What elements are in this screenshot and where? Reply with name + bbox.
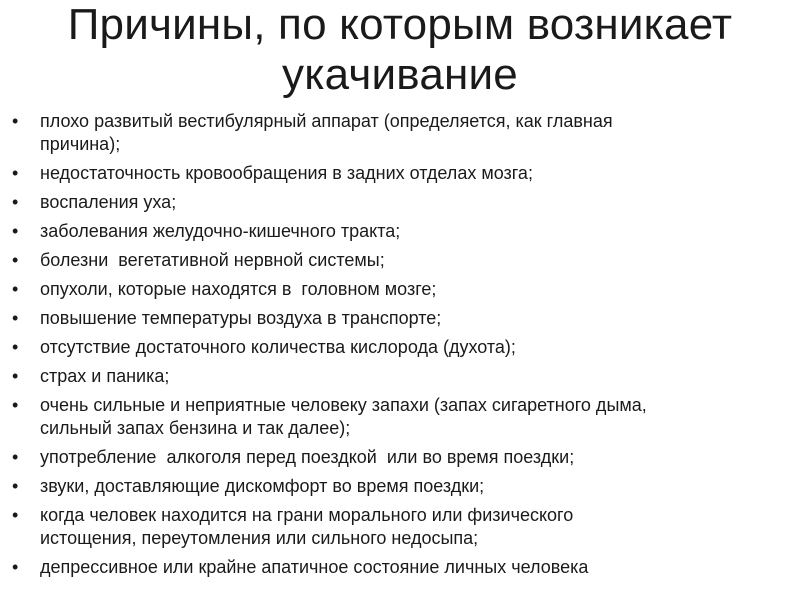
bullet-item bbox=[0, 336, 800, 359]
bullet-icon: • bbox=[12, 250, 19, 270]
bullet-icon: • bbox=[12, 308, 19, 328]
bullet-text: воспаления уха; bbox=[40, 192, 177, 212]
bullet-item bbox=[0, 110, 800, 156]
bullet-text: употребление алкоголя перед поездкой или во время поездки; bbox=[40, 447, 575, 467]
bullet-item bbox=[0, 191, 800, 214]
bullet-text: очень сильные и неприятные человеку запахи (запах сигаретного дыма, сильный запах бензина и так далее); bbox=[40, 395, 647, 438]
bullet-icon: • bbox=[12, 476, 19, 496]
bullet-item bbox=[0, 475, 800, 498]
slide-title-line-2: укачивание bbox=[282, 50, 518, 99]
bullet-icon: • bbox=[12, 163, 19, 183]
bullet-text: заболевания желудочно-кишечного тракта; bbox=[40, 221, 401, 241]
bullet-icon: • bbox=[12, 447, 19, 467]
bullet-text: недостаточность кровообращения в задних отделах мозга; bbox=[40, 163, 533, 183]
bullet-item bbox=[0, 278, 800, 301]
bullet-icon: • bbox=[12, 111, 19, 131]
bullet-item bbox=[0, 556, 800, 579]
bullet-item bbox=[0, 307, 800, 330]
bullet-item bbox=[0, 446, 800, 469]
bullet-icon: • bbox=[12, 279, 19, 299]
slide-title-line-1: Причины, по которым возникает bbox=[67, 0, 733, 49]
bullet-icon: • bbox=[12, 366, 19, 386]
bullet-item bbox=[0, 249, 800, 272]
bullet-item bbox=[0, 220, 800, 243]
bullet-text: болезни вегетативной нервной системы; bbox=[40, 250, 385, 270]
bullet-text: когда человек находится на грани морального или физического истощения, переутомления или сильного недосыпа; bbox=[40, 505, 574, 548]
bullet-text: отсутствие достаточного количества кислорода (духота); bbox=[40, 337, 516, 357]
bullet-item bbox=[0, 365, 800, 388]
bullet-text: депрессивное или крайне апатичное состояние личных человека bbox=[40, 557, 589, 577]
bullet-text: повышение температуры воздуха в транспорте; bbox=[40, 308, 442, 328]
bullet-text: опухоли, которые находятся в головном мозге; bbox=[40, 279, 437, 299]
bullet-icon: • bbox=[12, 395, 19, 415]
bullet-text: плохо развитый вестибулярный аппарат (определяется, как главная причина); bbox=[40, 111, 613, 154]
bullet-item bbox=[0, 394, 800, 440]
bullet-icon: • bbox=[12, 505, 19, 525]
bullet-item bbox=[0, 504, 800, 550]
bullet-icon: • bbox=[12, 557, 19, 577]
slide-title bbox=[0, 0, 800, 100]
bullet-icon: • bbox=[12, 221, 19, 241]
bullet-text: звуки, доставляющие дискомфорт во время поездки; bbox=[40, 476, 485, 496]
bullet-list bbox=[0, 110, 800, 585]
bullet-item bbox=[0, 162, 800, 185]
bullet-icon: • bbox=[12, 192, 19, 212]
bullet-icon: • bbox=[12, 337, 19, 357]
bullet-text: страх и паника; bbox=[40, 366, 170, 386]
